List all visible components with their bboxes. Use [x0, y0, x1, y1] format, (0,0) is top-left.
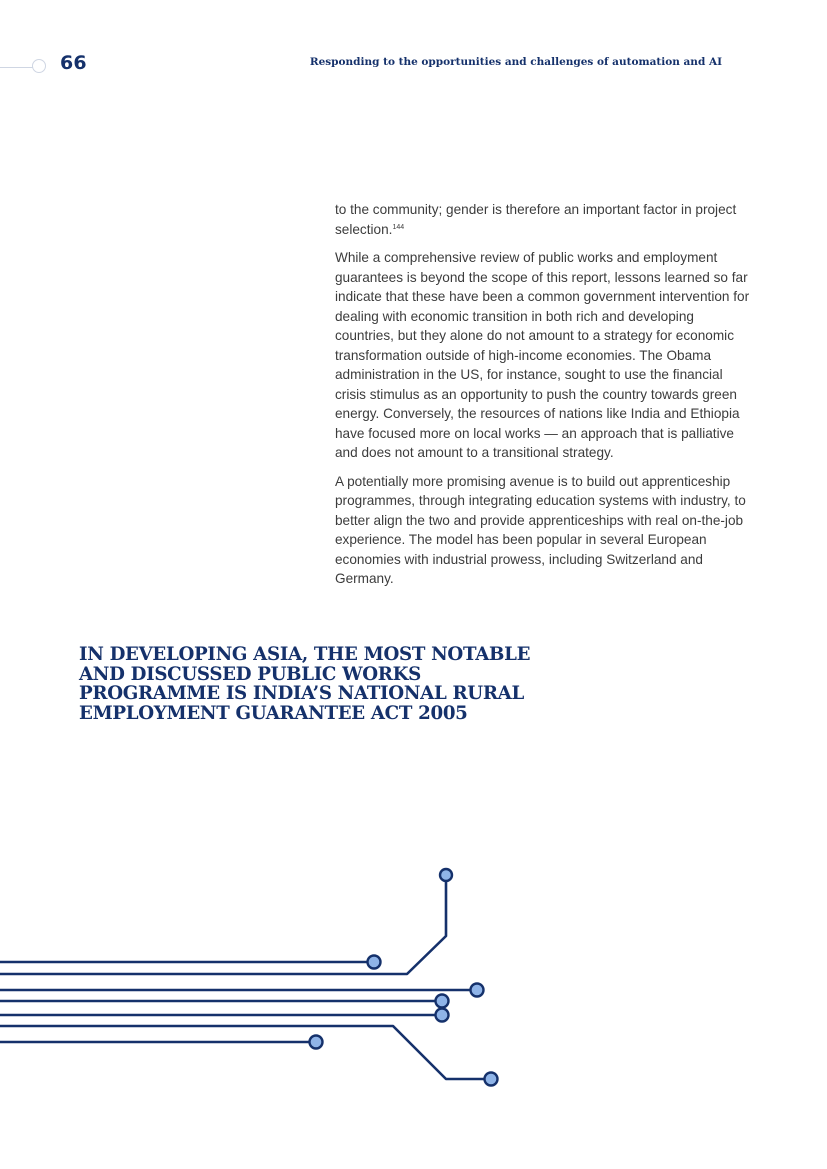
pull-quote: IN DEVELOPING ASIA, THE MOST NOTABLE AND DISCUSSED PUBLIC WORKS PROGRAMME IS INDIA’S NATIONAL RURAL EMPLOYMENT GUARANTEE ACT 2005 — [79, 644, 531, 724]
paragraph: A potentially more promising avenue is to build out apprenticeship programmes, through integrating education systems with industry, to better align the two and provide apprenticeships with real on-the-job experience. The model has been popular in several European economies with industrial prowess, including Switzerland and Germany. — [335, 473, 746, 586]
circuit-node — [310, 1036, 323, 1049]
paragraph — [335, 200, 750, 239]
circle-outline-icon — [32, 59, 46, 73]
footnote-reference[interactable]: 144 — [392, 223, 405, 231]
circuit-node — [485, 1073, 498, 1086]
circuit-node — [471, 984, 484, 997]
circuit-node — [440, 869, 452, 881]
circuit-node — [436, 1009, 449, 1022]
running-header: Responding to the opportunities and challenges of automation and AI — [309, 56, 722, 68]
circuit-lines-icon — [0, 860, 520, 1100]
circuit-node — [368, 956, 381, 969]
circuit-trace — [0, 1026, 485, 1079]
header-rule — [0, 67, 33, 68]
body-text-column — [335, 200, 750, 598]
paragraph: While a comprehensive review of public works and employment guarantees is beyond the scope of this report, lessons learned so far indicate that these have been a common government intervention for dealing with economic transition in both rich and developing countries, but they alone do not amount to a strategy for economic transformation outside of high-income economies. The Obama administration in the US, for instance, sought to use the financial crisis stimulus as an opportunity to push the country towards green energy. Conversely, the resources of nations like India and Ethiopia have focused more on local works — an approach that is palliative and does not amount to a transitional strategy. — [335, 250, 750, 460]
paragraph-text: to the community; gender is therefore an important factor in project selection. — [335, 202, 737, 237]
page-number: 66 — [60, 52, 87, 74]
circuit-node — [436, 995, 449, 1008]
